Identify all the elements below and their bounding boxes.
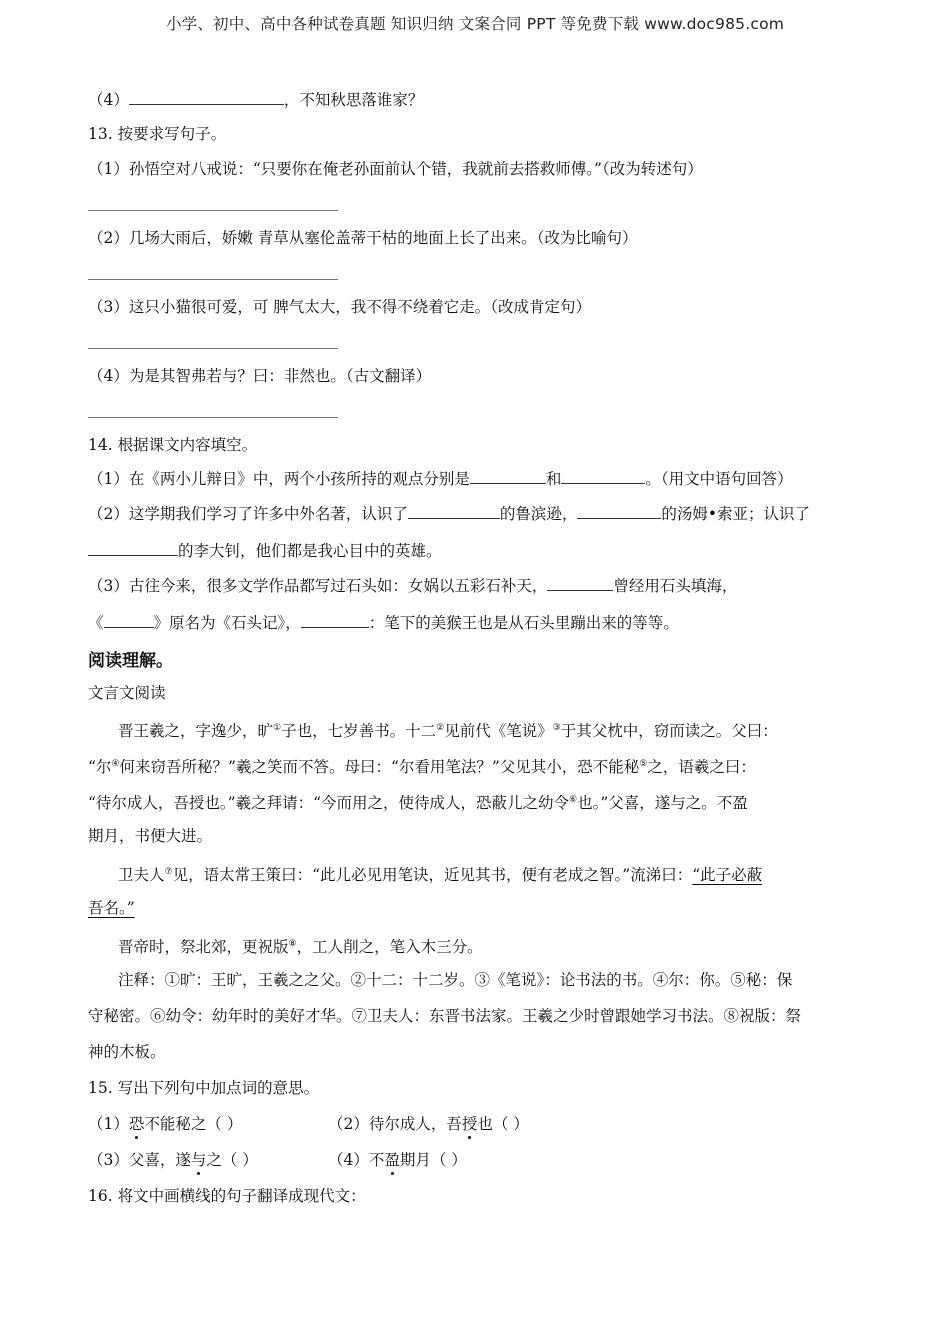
blank[interactable]	[104, 613, 154, 628]
passage-line: 期月，书便大进。	[88, 827, 213, 845]
blank[interactable]	[547, 576, 613, 591]
q13-item-4: （4）为是其智弗若与？曰：非然也。（古文翻译）	[88, 367, 432, 385]
q15-item-1: （1）恐不能秘之（ ）	[88, 1115, 243, 1133]
q15-item-3: （3）父喜，遂与之（ ）	[88, 1151, 258, 1169]
blank[interactable]	[561, 469, 645, 484]
notes-line: 注释：①旷：王旷，王羲之之父。②十二：十二岁。③《笔说》：论书法的书。④尔：你。⑤秘：保	[118, 971, 793, 989]
q14-line-2: （2）这学期我们学习了许多中外名著，认识了 的鲁滨逊， 的汤姆•索亚；认识了	[88, 505, 811, 523]
answer-line[interactable]	[88, 417, 338, 418]
page-header: 小学、初中、高中各种试卷真题 知识归纳 文案合同 PPT 等免费下载 www.doc985.com	[165, 15, 785, 33]
answer-line[interactable]	[88, 279, 338, 280]
q13-title: 13. 按要求写句子。	[88, 125, 227, 143]
notes-line: 守秘密。⑥幼令：幼年时的美好才华。⑦卫夫人：东晋书法家。王羲之少时曾跟她学习书法。⑧祝版：祭	[88, 1007, 802, 1025]
blank[interactable]	[470, 469, 546, 484]
blank[interactable]	[129, 90, 284, 105]
q14-title: 14. 根据课文内容填空。	[88, 436, 258, 454]
q13-item-3: （3）这只小猫很可爱，可 脾气太大，我不得不绕着它走。（改成肯定句）	[88, 298, 592, 316]
underlined-sentence: 吾名。”	[88, 899, 135, 917]
passage-line: “待尔成人，吾授也。”羲之拜请：“今而用之，使待成人，恐蔽儿之幼令⑥也。”父喜，遂与之。不盈	[88, 794, 748, 812]
q15-item-2: （2）待尔成人，吾授也（ ）	[328, 1115, 529, 1133]
passage-line	[88, 898, 135, 918]
blank[interactable]	[577, 504, 661, 519]
notes-line: 神的木板。	[88, 1043, 166, 1061]
underlined-sentence: “此子必蔽	[692, 866, 763, 884]
q13-item-2: （2）几场大雨后，娇嫩 青草从塞伦盖蒂干枯的地面上长了出来。（改为比喻句）	[88, 229, 638, 247]
q14-line-1: （1）在《两小儿辩日》中，两个小孩所持的观点分别是 和 。（用文中语句回答）	[88, 470, 793, 488]
subsection-title: 文言文阅读	[88, 684, 166, 702]
section-title: 阅读理解。	[88, 651, 173, 671]
q15-title: 15. 写出下列句中加点词的意思。	[88, 1079, 320, 1097]
q12-item-4: （4） ，不知秋思落谁家？	[88, 91, 424, 109]
answer-line[interactable]	[88, 210, 338, 211]
q15-item-4: （4）不盈期月（ ）	[328, 1151, 467, 1169]
blank[interactable]	[408, 504, 500, 519]
q14-line-5: 《 》原名为《石头记》， ：笔下的美猴王也是从石头里蹦出来的等等。	[88, 614, 679, 632]
passage-line: 晋帝时，祭北郊，更祝版⑧，工人削之，笔入木三分。	[118, 938, 483, 956]
passage-line: “尔④何来窃吾所秘？”羲之笑而不答。母曰：“尔看用笔法？”父见其小，恐不能秘⑤之，语羲之曰：	[88, 758, 756, 776]
q13-item-1: （1）孙悟空对八戒说：“只要你在俺老孙面前认个错，我就前去搭救师傅。”（改为转述句）	[88, 160, 703, 178]
answer-line[interactable]	[88, 348, 338, 349]
passage-line: 晋王羲之，字逸少，旷①子也，七岁善书。十二②见前代《笔说》③于其父枕中，窃而读之。父曰：	[118, 722, 778, 740]
q14-line-3: 的李大钊，他们都是我心目中的英雄。	[88, 541, 442, 561]
q16-title: 16. 将文中画横线的句子翻译成现代文：	[88, 1187, 366, 1205]
passage-line: 卫夫人⑦见，语太常王策曰：“此儿必见用笔诀，近见其书，便有老成之智。”流涕曰：“此子必蔽	[118, 866, 763, 884]
q14-line-4: （3）古往今来，很多文学作品都写过石头如：女娲以五彩石补天， 曾经用石头填海，	[88, 577, 738, 595]
blank[interactable]	[301, 613, 369, 628]
blank[interactable]	[88, 541, 178, 556]
